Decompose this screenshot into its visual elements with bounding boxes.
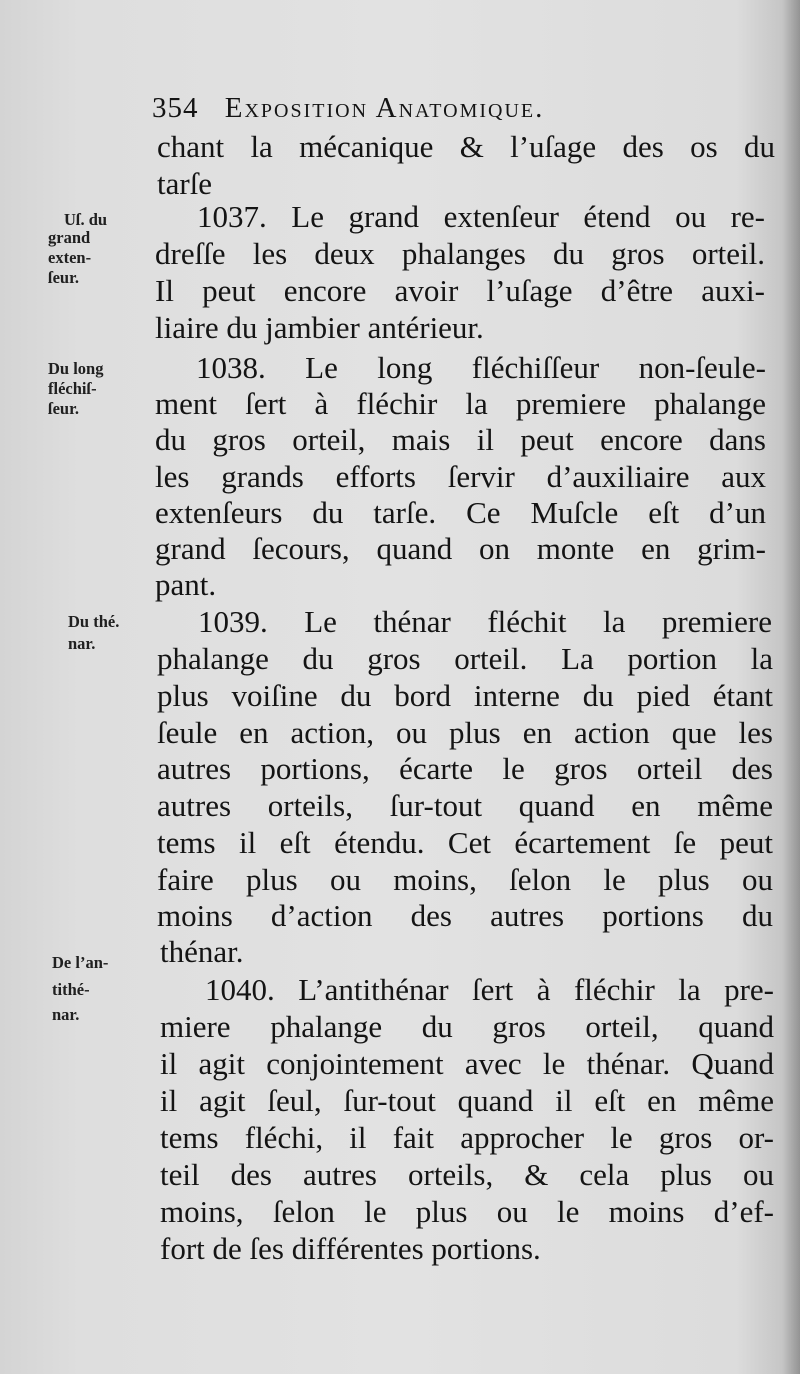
text-line: tems il eſt étendu. Cet écartement ſe peut [157,825,773,860]
text-line: phalange du gros orteil. La portion la [157,641,773,676]
margin-note-line: tithé- [52,980,90,999]
running-title: Exposition Anatomique. [224,92,545,124]
text-line: tarſe [157,166,213,201]
margin-note-line: De l’an- [52,953,109,972]
text-line: fort de ſes différentes portions. [160,1231,541,1266]
text-line: plus voiſine du bord interne du pied étant [157,678,773,713]
margin-note-line: fléchiſ- [48,379,97,398]
running-header [152,90,772,126]
margin-note-line: nar. [68,634,96,653]
text-line: les grands efforts ſervir d’auxiliaire aux [155,459,766,494]
margin-note-line: Uſ. du [64,210,108,229]
margin-note-line: exten- [48,248,92,267]
text-line: faire plus ou moins, ſelon le plus ou [157,862,773,897]
margin-note-line: grand [48,228,91,247]
margin-note-line: Du long [48,359,104,378]
text-line: thénar. [160,934,244,969]
paragraph-1040-first-line: 1040. L’antithénar ſert à fléchir la pre- [205,972,774,1007]
text-line: il agit ſeul, ſur-tout quand il eſt en même [160,1083,774,1118]
paragraph-1038-first-line: 1038. Le long fléchiſſeur non-ſeule- [196,350,766,385]
text-line: ſeule en action, ou plus en action que les [157,715,773,750]
text-line: dreſſe les deux phalanges du gros orteil. [155,236,765,271]
paragraph-1039-first-line: 1039. Le thénar fléchit la premiere [198,604,772,639]
text-line: moins, ſelon le plus ou le moins d’ef- [160,1194,774,1229]
margin-note-line: ſeur. [48,399,80,418]
paragraph-1037-first-line: 1037. Le grand extenſeur étend ou re- [197,199,765,234]
text-line: autres orteils, ſur-tout quand en même [157,788,773,823]
page-edge-shadow [782,0,800,1374]
text-line: tems fléchi, il fait approcher le gros or- [160,1120,774,1155]
margin-note-extenseur [48,210,148,287]
text-line: Il peut encore avoir l’uſage d’être auxi- [155,273,765,308]
text-line: autres portions, écarte le gros orteil des [157,751,773,786]
text-line: il agit conjointement avec le thénar. Quand [160,1046,774,1081]
margin-note-antithenar [52,953,152,1024]
text-line: teil des autres orteils, & cela plus ou [160,1157,774,1192]
text-line: moins d’action des autres portions du [157,898,773,933]
text-line: chant la mécanique & l’uſage des os du [157,129,775,164]
margin-note-line: ſeur. [48,268,80,287]
margin-note-thenar [68,612,168,653]
text-line: grand ſecours, quand on monte en grim- [155,531,766,566]
margin-note-line: Du thé. [68,612,120,631]
page-number: 354 [152,92,199,124]
text-line: liaire du jambier antérieur. [155,310,484,345]
text-line: ment ſert à fléchir la premiere phalange [155,386,766,421]
text-line: miere phalange du gros orteil, quand [160,1009,774,1044]
margin-note-long-flechisseur [48,359,148,418]
text-line: extenſeurs du tarſe. Ce Muſcle eſt d’un [155,495,766,530]
text-line: pant. [155,567,217,602]
text-line: du gros orteil, mais il peut encore dans [155,422,766,457]
margin-note-line: nar. [52,1005,80,1024]
